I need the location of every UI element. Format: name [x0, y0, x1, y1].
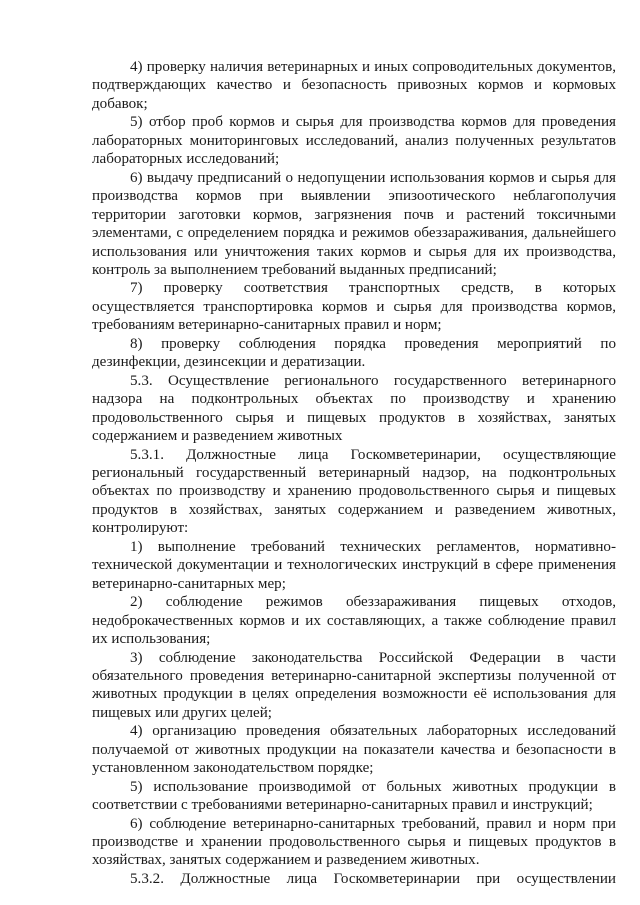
section-5-3-heading: 5.3. Осуществление регионального государственного ветеринарного надзора на подконтрольных объектах по производству и хранению продовольственного сырья и пищевых продуктов в хозяйствах, занятых содержанием и разведением животных [92, 372, 616, 445]
document-body [92, 58, 616, 888]
paragraph-item-5-sampling: 5) отбор проб кормов и сырья для производства кормов для проведения лабораторных мониторинговых исследований, анализ полученных результатов лабораторных исследований; [92, 114, 616, 168]
paragraph-item-8-disinfection-check: 8) проверку соблюдения порядка проведения мероприятий по дезинфекции, дезинсекции и дератизации. [92, 335, 616, 371]
paragraph-control-item-5: 5) использование производимой от больных животных продукции в соответствии с требованиями ветеринарно-санитарных правил и инструкций; [92, 778, 616, 814]
paragraph-control-item-3: 3) соблюдение законодательства Российской Федерации в части обязательного проведения ветеринарно-санитарной экспертизы полученной от животных продукции в целях определения возможности её использования для пищевых или других целей; [92, 649, 616, 721]
section-5-3-1-intro: 5.3.1. Должностные лица Госкомветеринарии, осуществляющие региональный государственный ветеринарный надзор, на подконтрольных объектах по производству и хранению продовольственного сырья и пищевых продуктов в хозяйствах, занятых содержанием и разведением животных, контролируют: [92, 446, 616, 537]
paragraph-control-item-6: 6) соблюдение ветеринарно-санитарных требований, правил и норм при производстве и хранении продовольственного сырья и пищевых продуктов в хозяйствах, занятых содержанием и разведением животных. [92, 815, 616, 869]
paragraph-item-4-documents-check: 4) проверку наличия ветеринарных и иных сопроводительных документов, подтверждающих качество и безопасность привозных кормов и кормовых добавок; [92, 59, 616, 112]
section-5-3-2-start: 5.3.2. Должностные лица Госкомветеринарии при осуществлении [130, 870, 616, 887]
paragraph-item-7-transport-check: 7) проверку соответствия транспортных средств, в которых осуществляется транспортировка кормов и сырья для производства кормов, требованиям ветеринарно-санитарных правил и норм; [92, 280, 616, 334]
paragraph-control-item-4: 4) организацию проведения обязательных лабораторных исследований получаемой от животных продукции на показатели качества и безопасности в установленном законодательством порядке; [92, 723, 616, 777]
paragraph-control-item-1: 1) выполнение требований технических регламентов, нормативно-технической документации и технологических инструкций в сфере применения ветеринарно-санитарных мер; [92, 538, 616, 592]
paragraph-item-6-prescriptions: 6) выдачу предписаний о недопущении использования кормов и сырья для производства кормов при выявлении эпизоотического неблагополучия территории заготовки кормов, загрязнения почв и растений токсичными элементами, с определением порядка и режимов обеззараживания, дальнейшего использования или уничтожения таких кормов и сырья для их производства, контроль за выполнением требований выданных предписаний; [92, 169, 616, 278]
paragraph-control-item-2: 2) соблюдение режимов обеззараживания пищевых отходов, недоброкачественных кормов и их составляющих, а также соблюдение правил их использования; [92, 594, 616, 648]
